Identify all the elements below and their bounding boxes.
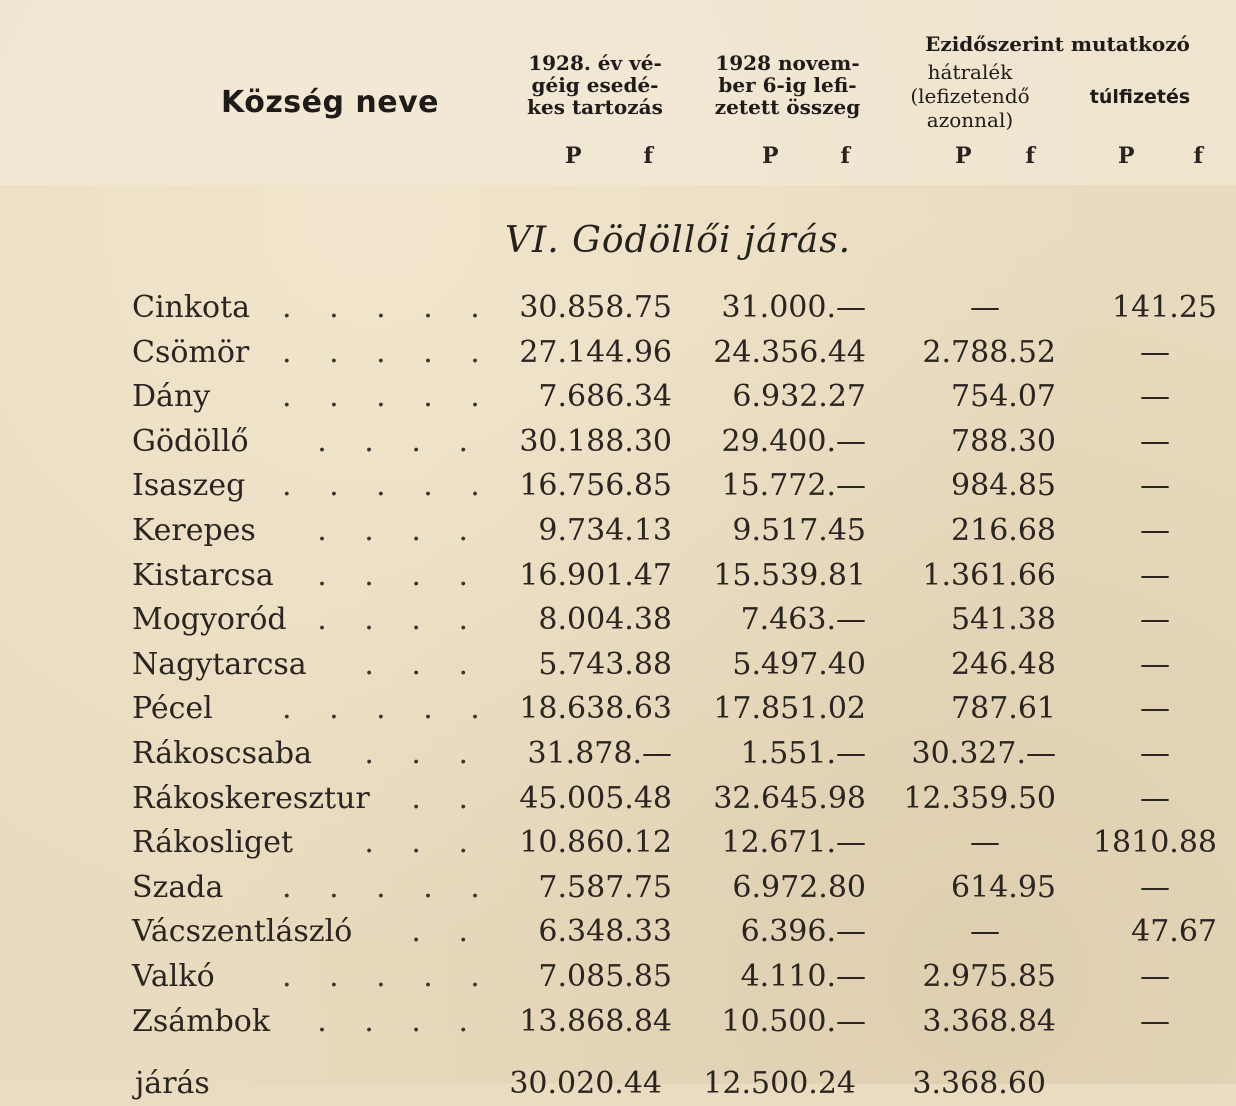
due-amount: 7.686.34 bbox=[538, 379, 672, 415]
overpayment-amount: — bbox=[1140, 468, 1170, 504]
paid-amount: 9.517.45 bbox=[732, 513, 866, 548]
due-amount: 18.638.63 bbox=[519, 691, 672, 727]
header-col2-line2: ber 6-ig lefi- bbox=[718, 73, 857, 97]
leader-dots: . . . . . bbox=[282, 290, 494, 325]
arrears-amount: 984.85 bbox=[951, 468, 1056, 504]
village-name: Szada bbox=[132, 869, 224, 905]
table-row bbox=[0, 468, 1236, 512]
leader-dots: . . . . . bbox=[282, 468, 494, 504]
table-row bbox=[0, 691, 1236, 735]
village-name: Zsámbok bbox=[132, 1003, 271, 1039]
table-row bbox=[0, 647, 1236, 691]
header-col1-line3: kes tartozás bbox=[527, 95, 663, 119]
village-name: Csömör bbox=[132, 334, 250, 370]
unit-label-col2 bbox=[762, 143, 872, 169]
leader-dots: . . . . bbox=[317, 1003, 482, 1039]
due-amount: 9.734.13 bbox=[538, 513, 672, 548]
overpayment-amount: — bbox=[1140, 646, 1170, 682]
village-name: Rákosliget bbox=[132, 825, 294, 861]
table-row bbox=[0, 781, 1236, 825]
arrears-amount: 12.359.50 bbox=[903, 780, 1056, 816]
table-row bbox=[0, 959, 1236, 1003]
leader-dots: . . . bbox=[364, 825, 482, 861]
arrears-amount: 1.361.66 bbox=[922, 557, 1056, 593]
paid-amount: 5.497.40 bbox=[732, 646, 866, 682]
header-name-column: Község neve bbox=[220, 85, 440, 120]
overpayment-amount: 47.67 bbox=[1131, 914, 1217, 950]
table-row bbox=[0, 558, 1236, 602]
unit-p: P bbox=[762, 143, 779, 169]
village-name: Gödöllő bbox=[132, 423, 249, 459]
cut-row-v1: 30.020.44 bbox=[509, 1066, 662, 1101]
arrears-amount: 3.368.84 bbox=[922, 1003, 1056, 1039]
overpayment-amount: — bbox=[1140, 423, 1170, 459]
cut-row-v3: 3.368.60 bbox=[912, 1066, 1046, 1101]
village-name: Cinkota bbox=[132, 290, 251, 325]
paid-amount: 6.396.— bbox=[740, 914, 866, 950]
cut-off-total-row bbox=[0, 1066, 1236, 1106]
leader-dots: . . bbox=[411, 780, 482, 816]
leader-dots: . . . . bbox=[317, 557, 482, 593]
leader-dots: . . . . . bbox=[282, 959, 494, 994]
paid-amount: 1.551.— bbox=[740, 736, 866, 771]
table-row bbox=[0, 513, 1236, 557]
unit-f: f bbox=[840, 143, 850, 169]
table-row bbox=[0, 736, 1236, 780]
village-name: Dány bbox=[132, 379, 211, 415]
arrears-amount: — bbox=[970, 914, 1000, 950]
due-amount: 7.587.75 bbox=[538, 869, 672, 905]
paid-amount: 4.110.— bbox=[740, 959, 866, 994]
leader-dots: . . bbox=[411, 914, 482, 950]
due-amount: 8.004.38 bbox=[538, 602, 672, 638]
village-name: Vácszentlászló bbox=[132, 914, 353, 950]
village-name: Kistarcsa bbox=[132, 557, 274, 593]
village-name: Rákoscsaba bbox=[132, 736, 312, 771]
due-amount: 16.756.85 bbox=[519, 468, 672, 504]
village-name: Kerepes bbox=[132, 513, 256, 548]
unit-label-col1 bbox=[565, 143, 675, 169]
arrears-amount: 754.07 bbox=[951, 379, 1056, 415]
paid-amount: 6.972.80 bbox=[732, 869, 866, 905]
leader-dots: . . . . . bbox=[282, 379, 494, 415]
due-amount: 10.860.12 bbox=[519, 825, 672, 861]
overpayment-amount: 141.25 bbox=[1112, 290, 1217, 325]
header-col-paid-amount bbox=[700, 52, 875, 118]
overpayment-amount: — bbox=[1140, 780, 1170, 816]
header-col3-line3: azonnal) bbox=[926, 108, 1014, 132]
table-row bbox=[0, 914, 1236, 958]
paid-amount: 32.645.98 bbox=[713, 780, 866, 816]
unit-f: f bbox=[1025, 143, 1035, 169]
overpayment-amount: — bbox=[1140, 379, 1170, 415]
section-title: VI. Gödöllői járás. bbox=[505, 220, 852, 261]
village-name: Nagytarcsa bbox=[132, 646, 307, 682]
arrears-amount: 2.788.52 bbox=[922, 334, 1056, 370]
leader-dots: . . . . . bbox=[282, 334, 494, 370]
due-amount: 45.005.48 bbox=[519, 780, 672, 816]
unit-p: P bbox=[565, 143, 582, 169]
header-col-due-amount bbox=[510, 52, 680, 118]
paid-amount: 7.463.— bbox=[740, 602, 866, 638]
header-col1-line1: 1928. év vé- bbox=[528, 51, 662, 75]
arrears-amount: 30.327.— bbox=[911, 736, 1056, 771]
paid-amount: 15.539.81 bbox=[713, 557, 866, 593]
due-amount: 6.348.33 bbox=[538, 914, 672, 950]
header-span-current: Ezidőszerint mutatkozó bbox=[925, 32, 1190, 56]
header-col3-line1: hátralék bbox=[927, 60, 1013, 84]
arrears-amount: 246.48 bbox=[951, 646, 1056, 682]
unit-f: f bbox=[643, 143, 653, 169]
arrears-amount: 614.95 bbox=[951, 869, 1056, 905]
overpayment-amount: — bbox=[1140, 691, 1170, 727]
header-col3-line2: (lefizetendő bbox=[910, 84, 1030, 108]
due-amount: 30.858.75 bbox=[519, 290, 672, 325]
header-col-arrears bbox=[895, 60, 1045, 132]
unit-label-col4 bbox=[1118, 143, 1203, 169]
table-row bbox=[0, 825, 1236, 869]
table-row bbox=[0, 870, 1236, 914]
unit-f: f bbox=[1193, 143, 1203, 169]
due-amount: 30.188.30 bbox=[519, 423, 672, 459]
paid-amount: 29.400.— bbox=[721, 423, 866, 459]
due-amount: 5.743.88 bbox=[538, 646, 672, 682]
overpayment-amount: — bbox=[1140, 513, 1170, 548]
village-name: Pécel bbox=[132, 691, 213, 727]
due-amount: 31.878.— bbox=[527, 736, 672, 771]
paid-amount: 31.000.— bbox=[721, 290, 866, 325]
arrears-amount: — bbox=[970, 290, 1000, 325]
village-name: Isaszeg bbox=[132, 468, 246, 504]
table-row bbox=[0, 602, 1236, 646]
table-row bbox=[0, 379, 1236, 423]
table-row bbox=[0, 290, 1236, 334]
paid-amount: 10.500.— bbox=[721, 1003, 866, 1039]
overpayment-amount: — bbox=[1140, 602, 1170, 638]
overpayment-amount: — bbox=[1140, 557, 1170, 593]
leader-dots: . . . . bbox=[317, 602, 482, 638]
due-amount: 7.085.85 bbox=[538, 959, 672, 994]
leader-dots: . . . . . bbox=[282, 869, 494, 905]
due-amount: 16.901.47 bbox=[519, 557, 672, 593]
arrears-amount: 2.975.85 bbox=[922, 959, 1056, 994]
leader-dots: . . . . . bbox=[282, 691, 494, 727]
due-amount: 27.144.96 bbox=[519, 334, 672, 370]
leader-dots: . . . bbox=[364, 736, 482, 771]
leader-dots: . . . bbox=[364, 646, 482, 682]
overpayment-amount: — bbox=[1140, 736, 1170, 771]
header-col1-line2: géig esedé- bbox=[531, 73, 659, 97]
arrears-amount: 541.38 bbox=[951, 602, 1056, 638]
cut-row-v2: 12.500.24 bbox=[703, 1066, 856, 1101]
overpayment-amount: — bbox=[1140, 334, 1170, 370]
unit-p: P bbox=[955, 143, 972, 169]
paid-amount: 12.671.— bbox=[721, 825, 866, 861]
leader-dots: . . . . bbox=[317, 513, 482, 548]
paid-amount: 15.772.— bbox=[721, 468, 866, 504]
overpayment-amount: — bbox=[1140, 869, 1170, 905]
village-name: Mogyoród bbox=[132, 602, 287, 638]
arrears-amount: — bbox=[970, 825, 1000, 861]
paid-amount: 17.851.02 bbox=[713, 691, 866, 727]
arrears-amount: 787.61 bbox=[951, 691, 1056, 727]
overpayment-amount: 1810.88 bbox=[1092, 825, 1217, 861]
header-col2-line3: zetett összeg bbox=[714, 95, 861, 119]
unit-p: P bbox=[1118, 143, 1135, 169]
cut-row-name: járás bbox=[135, 1066, 210, 1101]
arrears-amount: 788.30 bbox=[951, 423, 1056, 459]
table-row bbox=[0, 424, 1236, 468]
table-row bbox=[0, 335, 1236, 379]
overpayment-amount: — bbox=[1140, 1003, 1170, 1039]
village-name: Valkó bbox=[132, 959, 215, 994]
table-row bbox=[0, 1004, 1236, 1048]
header-col2-line1: 1928 novem- bbox=[715, 51, 860, 75]
overpayment-amount: — bbox=[1140, 959, 1170, 994]
leader-dots: . . . . bbox=[317, 423, 482, 459]
arrears-amount: 216.68 bbox=[951, 513, 1056, 548]
unit-label-col3 bbox=[955, 143, 1065, 169]
paid-amount: 6.932.27 bbox=[732, 379, 866, 415]
village-name: Rákoskeresztur bbox=[132, 780, 370, 816]
header-col-overpayment: túlfizetés bbox=[1089, 86, 1191, 108]
due-amount: 13.868.84 bbox=[519, 1003, 672, 1039]
paid-amount: 24.356.44 bbox=[713, 334, 866, 370]
